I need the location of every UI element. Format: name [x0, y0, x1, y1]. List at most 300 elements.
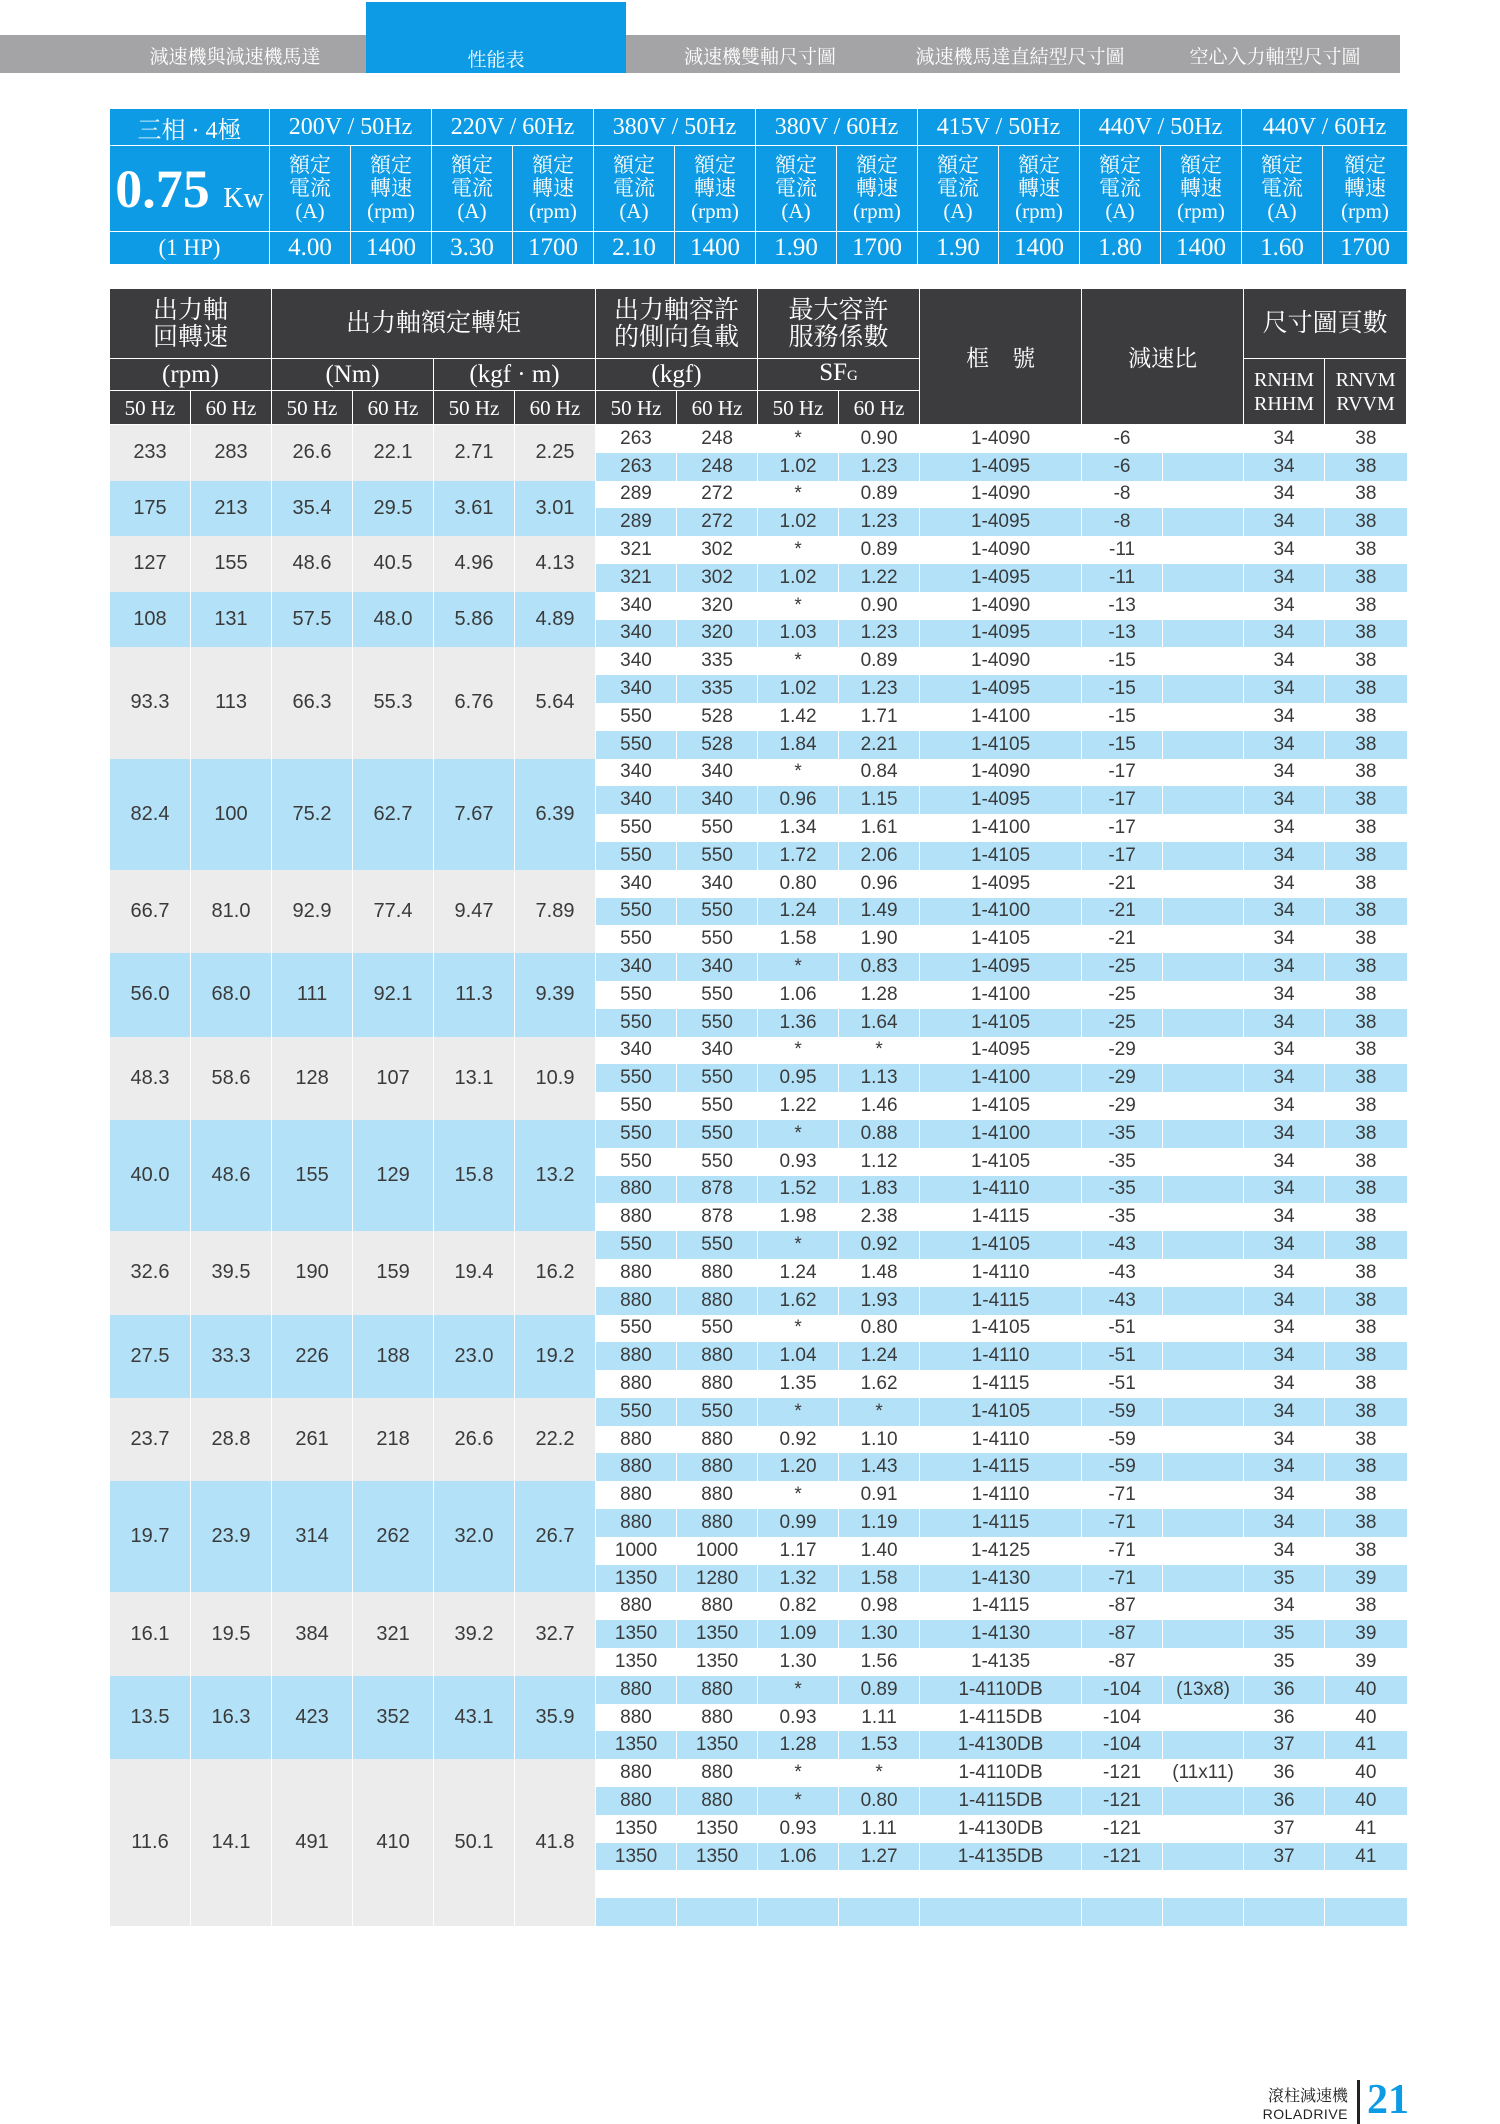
radial-load-50hz: 340 — [596, 786, 677, 814]
ratio-note — [1163, 1342, 1244, 1370]
ratio-note — [1163, 508, 1244, 536]
torque-nm-50hz: 261 — [272, 1398, 353, 1481]
tab-double-shaft-dimensions[interactable]: 減速機雙軸尺寸圖 — [683, 47, 836, 68]
ratio-note: (13x8) — [1163, 1676, 1244, 1704]
table-row — [110, 1676, 1407, 1704]
page-rnhm: 34 — [1244, 1481, 1325, 1509]
page-rnvm: 38 — [1325, 1509, 1407, 1537]
torque-nm-60hz: 188 — [353, 1315, 434, 1398]
ratio-note — [1163, 1398, 1244, 1426]
ratio-note — [1163, 786, 1244, 814]
service-factor-60hz: 1.23 — [839, 453, 920, 481]
header-sf-unit — [758, 359, 920, 391]
torque-nm-60hz: 410 — [353, 1759, 434, 1926]
rated-current-value: 4.00 — [270, 232, 351, 265]
radial-load-60hz: 880 — [677, 1426, 758, 1454]
ratio-note — [1163, 898, 1244, 926]
frame-number: 1-4100 — [920, 1064, 1082, 1092]
header-hz60: 60 Hz — [677, 391, 758, 425]
page-rnvm: 38 — [1325, 814, 1407, 842]
service-factor-60hz: 1.24 — [839, 1342, 920, 1370]
ratio-note — [1163, 1203, 1244, 1231]
reduction-ratio: -59 — [1082, 1398, 1163, 1426]
frame-number: 1-4090 — [920, 425, 1082, 453]
header-service-factor: 最大容許 服務係數 — [758, 289, 920, 359]
page-rnhm: 35 — [1244, 1620, 1325, 1648]
ratio-note — [1163, 536, 1244, 564]
reduction-ratio: -29 — [1082, 1037, 1163, 1065]
service-factor-60hz: 1.61 — [839, 814, 920, 842]
frame-number: 1-4095 — [920, 870, 1082, 898]
torque-kgf-50hz: 50.1 — [434, 1759, 515, 1926]
service-factor-50hz: * — [758, 1676, 839, 1704]
page-rnhm: 34 — [1244, 481, 1325, 509]
torque-kgf-50hz: 43.1 — [434, 1676, 515, 1759]
service-factor-60hz: 1.13 — [839, 1064, 920, 1092]
service-factor-50hz: * — [758, 536, 839, 564]
reduction-ratio: -121 — [1082, 1759, 1163, 1787]
radial-load-50hz: 550 — [596, 1315, 677, 1343]
page-rnvm: 40 — [1325, 1676, 1407, 1704]
torque-nm-60hz: 55.3 — [353, 647, 434, 758]
page-rnhm: 34 — [1244, 1370, 1325, 1398]
frame-number: 1-4130DB — [920, 1731, 1082, 1759]
page-rnhm: 34 — [1244, 1037, 1325, 1065]
radial-load-50hz: 880 — [596, 1203, 677, 1231]
radial-load-50hz: 340 — [596, 675, 677, 703]
rated-current-value: 1.90 — [918, 232, 999, 265]
page-rnhm: 34 — [1244, 842, 1325, 870]
tab-hollow-shaft-dimensions[interactable]: 空心入力軸型尺寸圖 — [1189, 47, 1361, 68]
page-rnhm: 35 — [1244, 1565, 1325, 1593]
service-factor-60hz: 1.11 — [839, 1815, 920, 1843]
rated-speed-value: 1700 — [837, 232, 918, 265]
page-rnvm: 39 — [1325, 1620, 1407, 1648]
ratio-note — [1163, 620, 1244, 648]
radial-load-60hz: 272 — [677, 508, 758, 536]
rated-speed-value: 1400 — [999, 232, 1080, 265]
header-frame-no: 框 號 — [920, 289, 1082, 425]
radial-load-50hz: 1350 — [596, 1731, 677, 1759]
page-rnhm: 34 — [1244, 1148, 1325, 1176]
ratio-note — [1163, 759, 1244, 787]
radial-load-60hz: 550 — [677, 1120, 758, 1148]
table-row — [110, 536, 1407, 564]
service-factor-50hz: * — [758, 953, 839, 981]
frame-number: 1-4115DB — [920, 1704, 1082, 1732]
motor-rating-table — [109, 108, 1408, 265]
frame-number: 1-4110 — [920, 1176, 1082, 1204]
page-rnhm: 34 — [1244, 1342, 1325, 1370]
ratio-note — [1163, 1731, 1244, 1759]
frame-number: 1-4090 — [920, 592, 1082, 620]
service-factor-50hz: 1.02 — [758, 508, 839, 536]
page-rnhm — [1244, 1898, 1325, 1926]
reduction-ratio: -8 — [1082, 481, 1163, 509]
reduction-ratio: -35 — [1082, 1203, 1163, 1231]
table-row — [110, 870, 1407, 898]
reduction-ratio: -6 — [1082, 453, 1163, 481]
page-rnvm: 38 — [1325, 675, 1407, 703]
service-factor-60hz: 1.23 — [839, 675, 920, 703]
page-rnhm: 34 — [1244, 870, 1325, 898]
radial-load-60hz: 340 — [677, 1037, 758, 1065]
radial-load-60hz: 1350 — [677, 1648, 758, 1676]
radial-load-60hz — [677, 1898, 758, 1926]
page-rnhm: 34 — [1244, 508, 1325, 536]
service-factor-50hz: 1.04 — [758, 1342, 839, 1370]
rated-speed-label: 額定 轉速 (rpm) — [999, 146, 1080, 232]
page-rnvm: 39 — [1325, 1648, 1407, 1676]
service-factor-50hz: 1.24 — [758, 1259, 839, 1287]
ratio-note — [1163, 1148, 1244, 1176]
output-speed-60hz: 131 — [191, 592, 272, 648]
page-rnvm: 38 — [1325, 1426, 1407, 1454]
output-speed-50hz: 23.7 — [110, 1398, 191, 1481]
tab-performance-table[interactable]: 性能表 — [366, 2, 626, 73]
radial-load-60hz: 272 — [677, 481, 758, 509]
ratio-note — [1163, 1453, 1244, 1481]
rated-speed-label: 額定 轉速 (rpm) — [675, 146, 756, 232]
table-row — [110, 481, 1407, 509]
rated-current-label: 額定 電流 (A) — [1242, 146, 1323, 232]
service-factor-60hz: * — [839, 1759, 920, 1787]
frame-number: 1-4095 — [920, 675, 1082, 703]
radial-load-50hz: 880 — [596, 1453, 677, 1481]
torque-nm-50hz: 423 — [272, 1676, 353, 1759]
ratio-note — [1163, 1259, 1244, 1287]
page-rnvm: 38 — [1325, 1231, 1407, 1259]
service-factor-60hz: 0.89 — [839, 536, 920, 564]
service-factor-60hz: 1.71 — [839, 703, 920, 731]
reduction-ratio: -59 — [1082, 1453, 1163, 1481]
rated-current-label: 額定 電流 (A) — [270, 146, 351, 232]
reduction-ratio: -21 — [1082, 870, 1163, 898]
radial-load-50hz: 340 — [596, 647, 677, 675]
page-rnhm: 36 — [1244, 1676, 1325, 1704]
page-rnvm: 38 — [1325, 1592, 1407, 1620]
torque-kgf-60hz: 32.7 — [515, 1592, 596, 1675]
torque-nm-60hz: 218 — [353, 1398, 434, 1481]
ratio-note — [1163, 1176, 1244, 1204]
torque-nm-60hz: 62.7 — [353, 759, 434, 870]
frame-number: 1-4115 — [920, 1370, 1082, 1398]
frame-number: 1-4095 — [920, 786, 1082, 814]
radial-load-60hz: 550 — [677, 925, 758, 953]
reduction-ratio: -35 — [1082, 1176, 1163, 1204]
radial-load-60hz: 528 — [677, 731, 758, 759]
torque-nm-50hz: 155 — [272, 1120, 353, 1231]
service-factor-60hz: 0.96 — [839, 870, 920, 898]
torque-kgf-60hz: 5.64 — [515, 647, 596, 758]
torque-kgf-60hz: 19.2 — [515, 1315, 596, 1398]
rated-speed-label: 額定 轉速 (rpm) — [513, 146, 594, 232]
ratio-note — [1163, 1537, 1244, 1565]
page-rnhm: 36 — [1244, 1759, 1325, 1787]
service-factor-60hz: 2.06 — [839, 842, 920, 870]
service-factor-50hz: 0.82 — [758, 1592, 839, 1620]
reduction-ratio: -71 — [1082, 1565, 1163, 1593]
torque-nm-50hz: 75.2 — [272, 759, 353, 870]
output-speed-50hz: 27.5 — [110, 1315, 191, 1398]
page-rnvm: 38 — [1325, 1453, 1407, 1481]
service-factor-60hz: 0.90 — [839, 425, 920, 453]
radial-load-60hz: 340 — [677, 759, 758, 787]
torque-kgf-60hz: 13.2 — [515, 1120, 596, 1231]
service-factor-60hz: 0.89 — [839, 481, 920, 509]
output-speed-50hz: 175 — [110, 481, 191, 537]
ratio-note — [1163, 1426, 1244, 1454]
service-factor-60hz: 1.27 — [839, 1843, 920, 1871]
page-rnvm — [1325, 1898, 1407, 1926]
radial-load-60hz: 550 — [677, 1009, 758, 1037]
service-factor-60hz: 2.21 — [839, 731, 920, 759]
service-factor-60hz: 1.23 — [839, 508, 920, 536]
voltage-label: 380V / 50Hz — [594, 109, 756, 146]
rated-current-value: 1.90 — [756, 232, 837, 265]
service-factor-50hz: 0.96 — [758, 786, 839, 814]
torque-nm-50hz: 92.9 — [272, 870, 353, 953]
radial-load-50hz: 550 — [596, 703, 677, 731]
radial-load-50hz: 550 — [596, 898, 677, 926]
radial-load-50hz: 1350 — [596, 1620, 677, 1648]
rated-speed-value: 1700 — [1323, 232, 1408, 265]
frame-number: 1-4105 — [920, 1009, 1082, 1037]
motor-power — [110, 146, 270, 232]
reduction-ratio: -121 — [1082, 1843, 1163, 1871]
reduction-ratio: -25 — [1082, 981, 1163, 1009]
header-output-speed: 出力軸 回轉速 — [110, 289, 272, 359]
radial-load-60hz: 340 — [677, 953, 758, 981]
page-rnhm: 37 — [1244, 1815, 1325, 1843]
ratio-note — [1163, 1509, 1244, 1537]
service-factor-60hz: 1.49 — [839, 898, 920, 926]
voltage-label: 415V / 50Hz — [918, 109, 1080, 146]
footer-brand-cn: 滾柱減速機 — [1267, 2086, 1348, 2105]
torque-kgf-60hz: 16.2 — [515, 1231, 596, 1314]
service-factor-60hz: 1.11 — [839, 1704, 920, 1732]
page-rnvm: 38 — [1325, 481, 1407, 509]
radial-load-60hz: 880 — [677, 1759, 758, 1787]
rated-current-label: 額定 電流 (A) — [756, 146, 837, 232]
service-factor-50hz: 0.93 — [758, 1704, 839, 1732]
service-factor-50hz: 1.20 — [758, 1453, 839, 1481]
service-factor-50hz: 0.95 — [758, 1064, 839, 1092]
reduction-ratio: -51 — [1082, 1315, 1163, 1343]
service-factor-50hz: * — [758, 1315, 839, 1343]
output-speed-60hz: 58.6 — [191, 1037, 272, 1120]
torque-nm-60hz: 22.1 — [353, 425, 434, 481]
ratio-note — [1163, 453, 1244, 481]
table-row — [110, 1037, 1407, 1065]
reduction-ratio: -104 — [1082, 1731, 1163, 1759]
radial-load-60hz: 550 — [677, 1315, 758, 1343]
output-speed-50hz: 56.0 — [110, 953, 191, 1036]
service-factor-50hz: 1.06 — [758, 1843, 839, 1871]
radial-load-50hz: 550 — [596, 1064, 677, 1092]
page-rnvm: 38 — [1325, 1176, 1407, 1204]
reduction-ratio: -35 — [1082, 1120, 1163, 1148]
page-rnvm: 38 — [1325, 1342, 1407, 1370]
page-rnvm: 38 — [1325, 786, 1407, 814]
torque-kgf-60hz: 41.8 — [515, 1759, 596, 1926]
service-factor-50hz: 1.36 — [758, 1009, 839, 1037]
service-factor-60hz: 1.53 — [839, 1731, 920, 1759]
ratio-note — [1163, 1231, 1244, 1259]
torque-kgf-60hz: 3.01 — [515, 481, 596, 537]
reduction-ratio: -71 — [1082, 1509, 1163, 1537]
footer-brand-en: ROLADRIVE — [1262, 2106, 1348, 2122]
radial-load-60hz: 880 — [677, 1370, 758, 1398]
service-factor-60hz: 1.10 — [839, 1426, 920, 1454]
table-row — [110, 759, 1407, 787]
header-hz60: 60 Hz — [515, 391, 596, 425]
ratio-note — [1163, 481, 1244, 509]
reduction-ratio: -71 — [1082, 1537, 1163, 1565]
service-factor-50hz: * — [758, 1398, 839, 1426]
output-speed-50hz: 11.6 — [110, 1759, 191, 1926]
radial-load-60hz: 248 — [677, 425, 758, 453]
frame-number: 1-4095 — [920, 508, 1082, 536]
service-factor-60hz: 1.90 — [839, 925, 920, 953]
torque-kgf-50hz: 6.76 — [434, 647, 515, 758]
page-rnvm: 38 — [1325, 1315, 1407, 1343]
radial-load-60hz: 320 — [677, 592, 758, 620]
radial-load-50hz: 1350 — [596, 1565, 677, 1593]
page-rnvm: 38 — [1325, 842, 1407, 870]
section-tab-bar — [0, 35, 1400, 73]
service-factor-50hz: 1.24 — [758, 898, 839, 926]
header-reduction-ratio: 減速比 — [1082, 289, 1244, 425]
ratio-note — [1163, 953, 1244, 981]
radial-load-50hz: 880 — [596, 1287, 677, 1315]
radial-load-60hz: 550 — [677, 842, 758, 870]
torque-kgf-50hz: 39.2 — [434, 1592, 515, 1675]
radial-load-50hz: 1350 — [596, 1843, 677, 1871]
radial-load-60hz: 880 — [677, 1287, 758, 1315]
service-factor-50hz: 1.84 — [758, 731, 839, 759]
page-rnvm: 38 — [1325, 1120, 1407, 1148]
page-rnhm: 34 — [1244, 898, 1325, 926]
reduction-ratio: -25 — [1082, 1009, 1163, 1037]
tab-reducer-and-motor[interactable]: 減速機與減速機馬達 — [149, 47, 321, 68]
frame-number: 1-4115 — [920, 1592, 1082, 1620]
radial-load-50hz: 340 — [596, 592, 677, 620]
ratio-note — [1163, 1037, 1244, 1065]
torque-nm-60hz: 321 — [353, 1592, 434, 1675]
radial-load-60hz: 302 — [677, 564, 758, 592]
radial-load-50hz: 550 — [596, 1120, 677, 1148]
torque-nm-60hz: 29.5 — [353, 481, 434, 537]
ratio-note — [1163, 592, 1244, 620]
service-factor-50hz: 1.42 — [758, 703, 839, 731]
tab-direct-motor-dimensions[interactable]: 減速機馬達直結型尺寸圖 — [915, 47, 1125, 68]
radial-load-60hz: 1350 — [677, 1843, 758, 1871]
torque-nm-60hz: 92.1 — [353, 953, 434, 1036]
radial-load-60hz: 878 — [677, 1203, 758, 1231]
page-rnvm: 38 — [1325, 981, 1407, 1009]
output-speed-50hz: 127 — [110, 536, 191, 592]
header-page-rnhm: RNHM RHHM — [1244, 359, 1325, 425]
page-rnhm: 34 — [1244, 953, 1325, 981]
page-rnhm: 34 — [1244, 925, 1325, 953]
rated-speed-label: 額定 轉速 (rpm) — [351, 146, 432, 232]
rated-current-label: 額定 電流 (A) — [1080, 146, 1161, 232]
reduction-ratio: -104 — [1082, 1676, 1163, 1704]
radial-load-60hz: 878 — [677, 1176, 758, 1204]
frame-number: 1-4095 — [920, 953, 1082, 981]
service-factor-50hz: * — [758, 1759, 839, 1787]
header-page-rnvm: RNVM RVVM — [1325, 359, 1407, 425]
radial-load-50hz: 880 — [596, 1259, 677, 1287]
voltage-label: 440V / 50Hz — [1080, 109, 1242, 146]
reduction-ratio: -87 — [1082, 1620, 1163, 1648]
torque-nm-50hz: 314 — [272, 1481, 353, 1592]
page-rnvm: 38 — [1325, 453, 1407, 481]
service-factor-60hz: 1.15 — [839, 786, 920, 814]
page-rnhm: 34 — [1244, 731, 1325, 759]
page-rnvm: 38 — [1325, 1009, 1407, 1037]
page-rnhm: 34 — [1244, 1203, 1325, 1231]
reduction-ratio: -29 — [1082, 1092, 1163, 1120]
page-rnvm: 38 — [1325, 592, 1407, 620]
reduction-ratio: -87 — [1082, 1648, 1163, 1676]
service-factor-60hz: 1.83 — [839, 1176, 920, 1204]
page-rnhm: 34 — [1244, 1537, 1325, 1565]
reduction-ratio: -87 — [1082, 1592, 1163, 1620]
page-rnvm: 38 — [1325, 1398, 1407, 1426]
torque-nm-50hz: 111 — [272, 953, 353, 1036]
torque-nm-60hz: 107 — [353, 1037, 434, 1120]
service-factor-60hz: 0.90 — [839, 592, 920, 620]
output-speed-50hz: 233 — [110, 425, 191, 481]
radial-load-60hz: 880 — [677, 1592, 758, 1620]
radial-load-60hz: 550 — [677, 1092, 758, 1120]
service-factor-50hz: 1.52 — [758, 1176, 839, 1204]
torque-nm-60hz: 352 — [353, 1676, 434, 1759]
torque-nm-50hz: 66.3 — [272, 647, 353, 758]
table-row — [110, 1759, 1407, 1787]
table-row — [110, 1315, 1407, 1343]
frame-number: 1-4130 — [920, 1620, 1082, 1648]
output-speed-50hz: 66.7 — [110, 870, 191, 953]
service-factor-50hz: 1.28 — [758, 1731, 839, 1759]
page-rnvm: 38 — [1325, 1203, 1407, 1231]
page-rnhm: 37 — [1244, 1843, 1325, 1871]
frame-number: 1-4090 — [920, 647, 1082, 675]
reduction-ratio: -104 — [1082, 1704, 1163, 1732]
reduction-ratio: -121 — [1082, 1815, 1163, 1843]
torque-kgf-60hz: 35.9 — [515, 1676, 596, 1759]
header-hz50: 50 Hz — [758, 391, 839, 425]
radial-load-60hz: 880 — [677, 1704, 758, 1732]
radial-load-50hz: 550 — [596, 981, 677, 1009]
ratio-note — [1163, 1648, 1244, 1676]
page-rnhm: 34 — [1244, 675, 1325, 703]
service-factor-60hz: 0.98 — [839, 1592, 920, 1620]
service-factor-50hz: 0.80 — [758, 870, 839, 898]
reduction-ratio: -29 — [1082, 1064, 1163, 1092]
voltage-label: 220V / 60Hz — [432, 109, 594, 146]
page-rnvm — [1325, 1870, 1407, 1898]
radial-load-50hz: 880 — [596, 1176, 677, 1204]
page-rnvm: 41 — [1325, 1843, 1407, 1871]
frame-number: 1-4100 — [920, 703, 1082, 731]
ratio-note — [1163, 842, 1244, 870]
frame-number: 1-4110 — [920, 1259, 1082, 1287]
page-rnhm: 34 — [1244, 1509, 1325, 1537]
service-factor-50hz: 0.92 — [758, 1426, 839, 1454]
